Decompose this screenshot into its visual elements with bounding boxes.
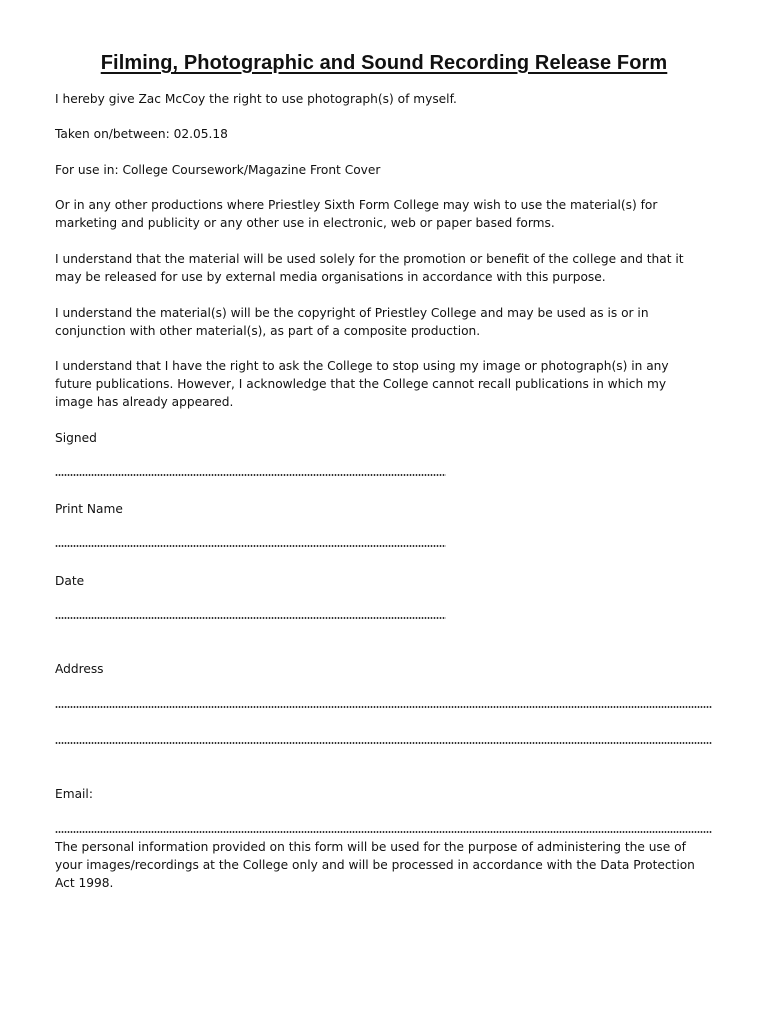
paragraph-line: I understand that I have the right to ask the College to stop using my image or photograph(s) in any	[55, 359, 669, 373]
paragraph-right-to-stop	[55, 357, 725, 411]
paragraph-line: I hereby give Zac McCoy the right to use photograph(s) of myself.	[55, 92, 457, 106]
email-field[interactable]	[55, 831, 712, 833]
paragraph-line: For use in: College Coursework/Magazine Front Cover	[55, 163, 381, 177]
address-field-line-1[interactable]	[55, 706, 712, 708]
date-field[interactable]	[55, 617, 446, 619]
signed-label: Signed	[55, 431, 97, 445]
date-label: Date	[55, 574, 85, 588]
data-protection-notice	[55, 838, 725, 892]
paragraph-line: I understand that the material will be used solely for the promotion or benefit of the college and that it	[55, 252, 684, 266]
print-name-label: Print Name	[55, 502, 123, 516]
paragraph-promotion	[55, 250, 725, 286]
notice-line: your images/recordings at the College only and will be processed in accordance with the Data Protection	[55, 858, 695, 872]
paragraph-line: may be released for use by external media organisations in accordance with this purpose.	[55, 270, 606, 284]
paragraph-line: I understand the material(s) will be the copyright of Priestley College and may be used as is or in	[55, 306, 649, 320]
paragraph-line: conjunction with other material(s), as part of a composite production.	[55, 324, 481, 338]
print-name-field[interactable]	[55, 545, 446, 547]
paragraph-line: Taken on/between: 02.05.18	[55, 127, 228, 141]
notice-line: The personal information provided on this form will be used for the purpose of administering the use of	[55, 840, 686, 854]
paragraph-taken-on	[55, 125, 725, 143]
email-label: Email:	[55, 787, 93, 801]
notice-line: Act 1998.	[55, 876, 114, 890]
paragraph-use-in	[55, 161, 725, 179]
form-title: Filming, Photographic and Sound Recording Release Form	[100, 52, 668, 74]
address-field-line-2[interactable]	[55, 742, 712, 744]
paragraph-line: future publications. However, I acknowledge that the College cannot recall publications in which my	[55, 377, 667, 391]
paragraph-line: marketing and publicity or any other use in electronic, web or paper based forms.	[55, 216, 555, 230]
paragraph-line: image has already appeared.	[55, 395, 234, 409]
signed-field[interactable]	[55, 474, 446, 476]
address-label: Address	[55, 662, 104, 676]
paragraph-consent	[55, 90, 725, 108]
paragraph-other-productions	[55, 196, 725, 232]
paragraph-line: Or in any other productions where Priestley Sixth Form College may wish to use the material(s) for	[55, 198, 658, 212]
paragraph-copyright	[55, 304, 725, 340]
